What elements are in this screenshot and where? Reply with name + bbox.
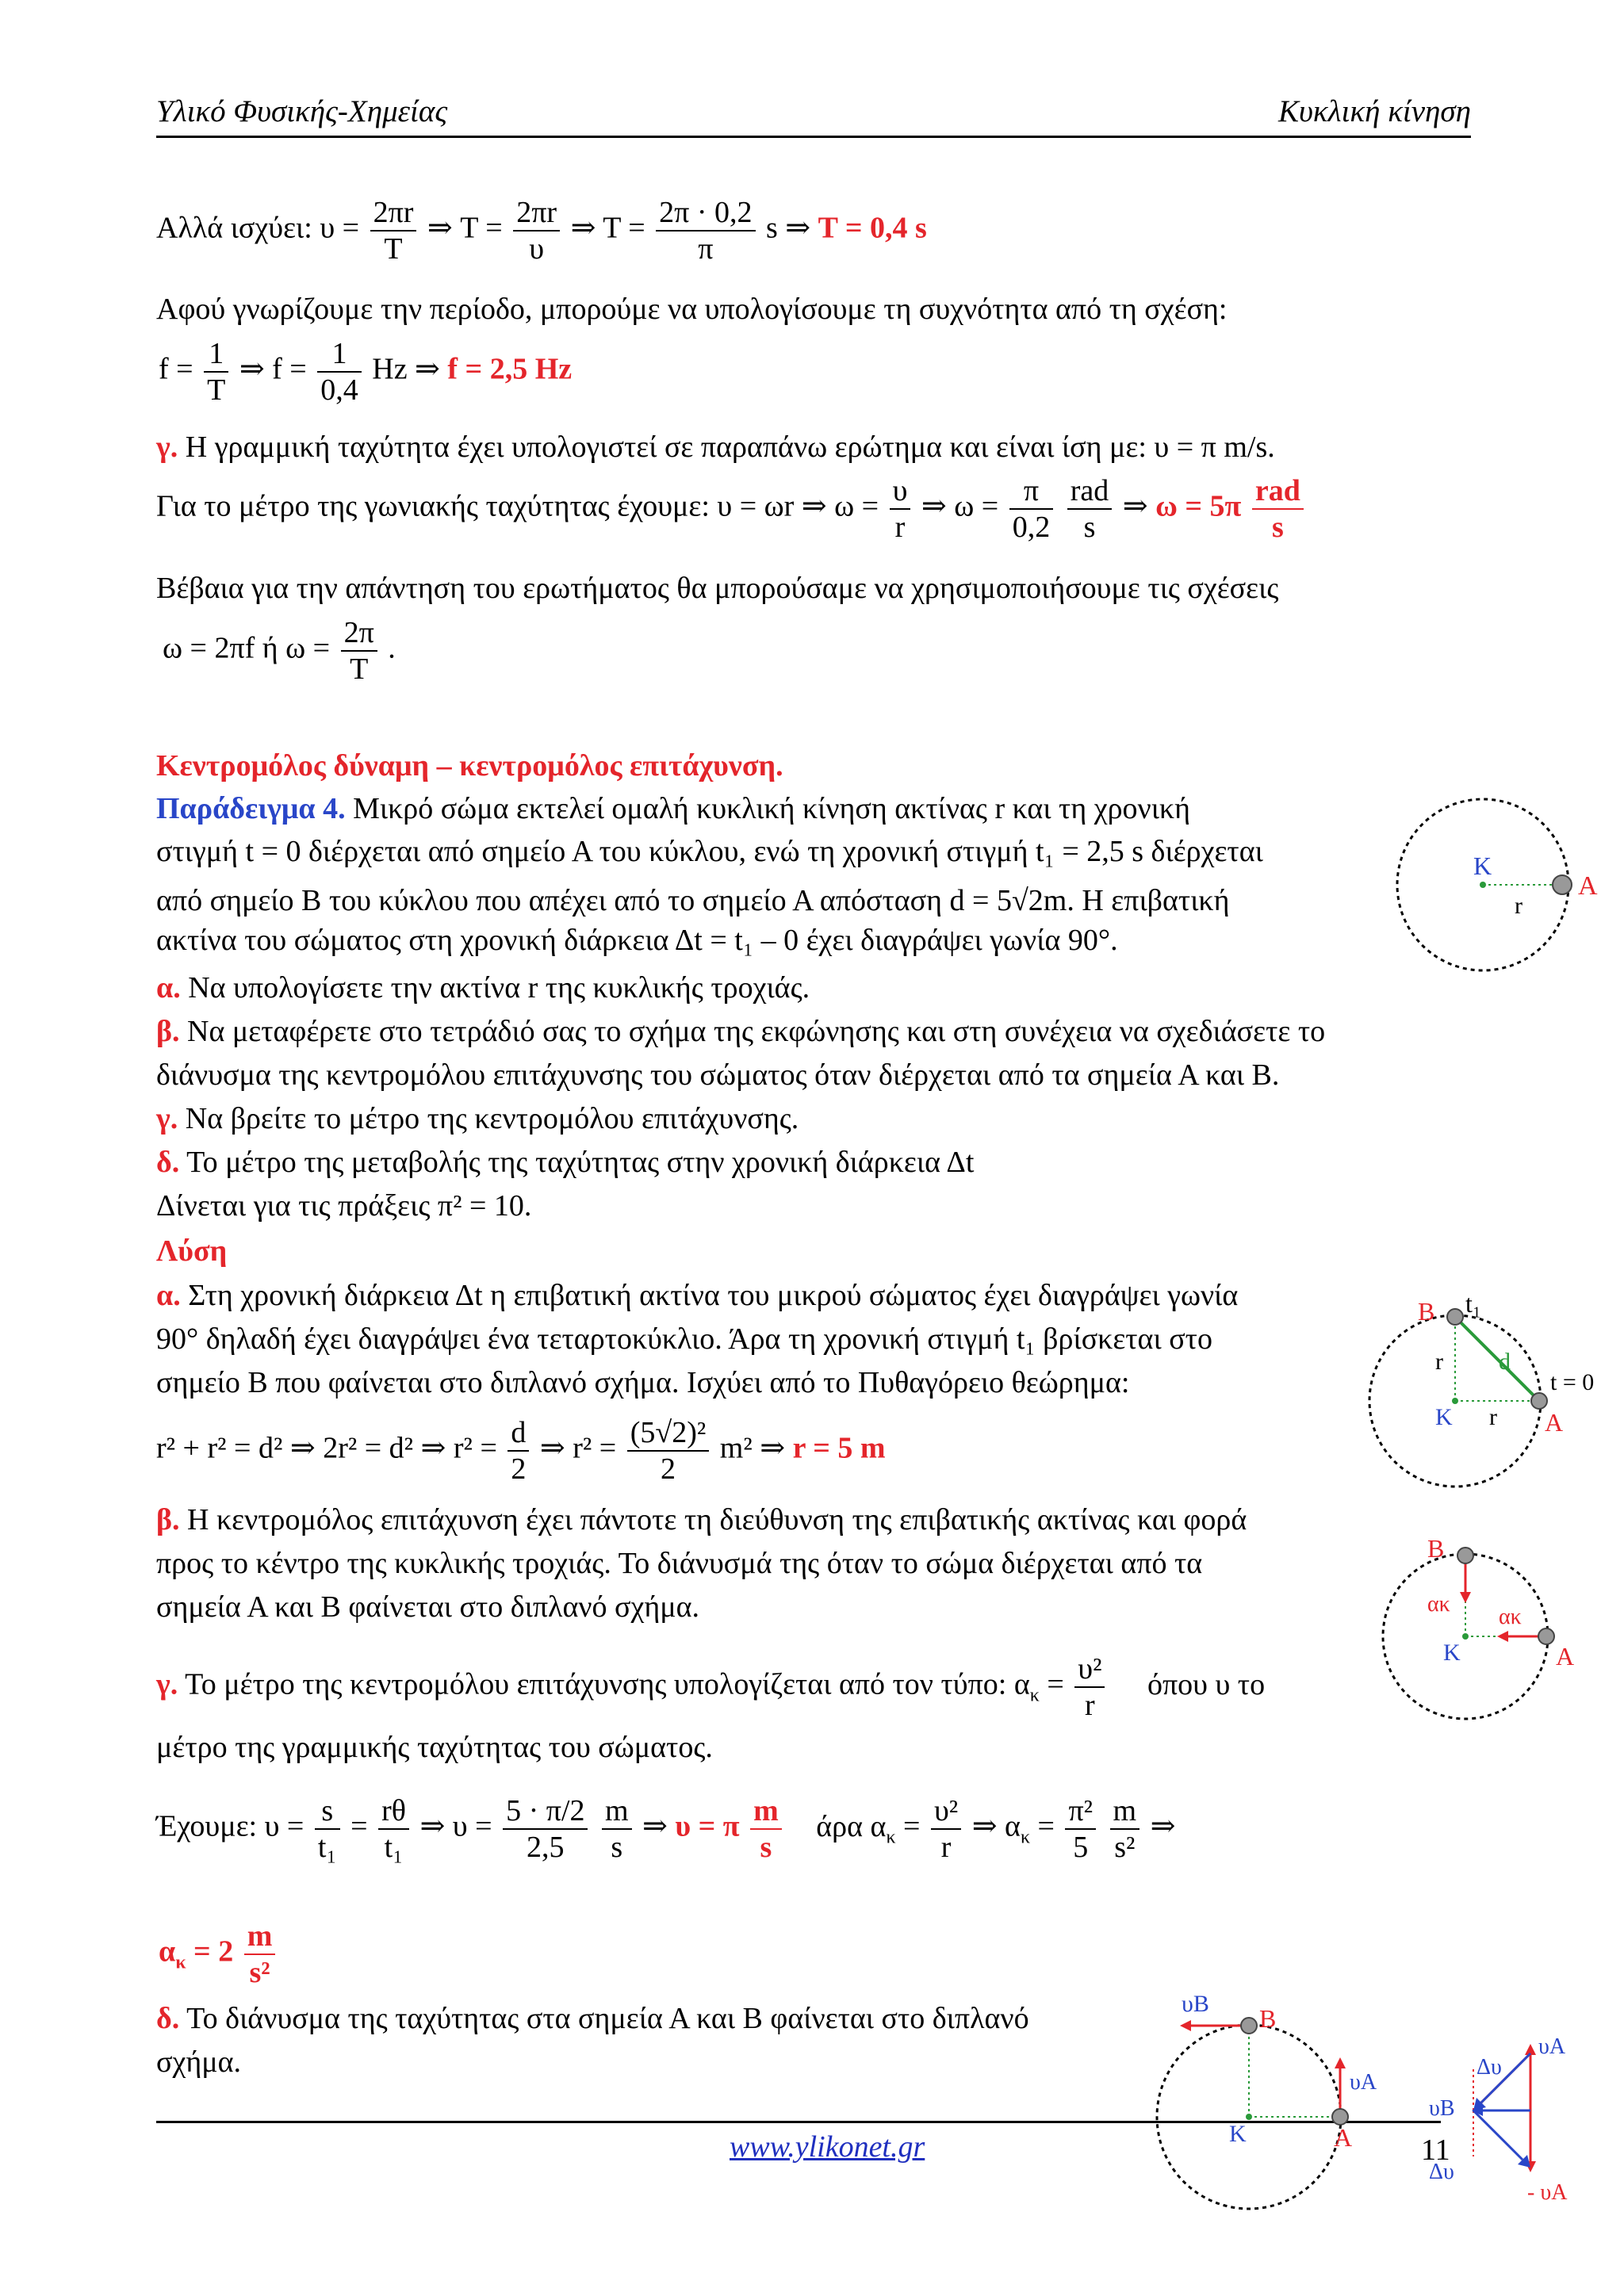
label-r-vert: r [1435,1349,1443,1375]
figure-circle-start [1388,793,1598,991]
question-g: γ. Να βρείτε το μέτρο της κεντρομόλου επιτάχυνσης. [156,1102,799,1135]
eq3-result: ω = 5π [1155,489,1242,523]
frac: $\frac{s}{\text{t₁}}$ [315,1793,340,1865]
solution-title: Λύση [156,1234,228,1268]
label-ak-a: ακ [1499,1605,1522,1629]
frac: $\frac{\text{υ²}}{r}$ [931,1793,961,1865]
header-rule [156,136,1471,138]
label-k: K [1443,1640,1461,1666]
label-d: d [1499,1349,1511,1375]
label-minus-va: - υA [1527,2180,1568,2205]
label-t1: t₁ [1465,1289,1482,1318]
footer-link[interactable]: www.ylikonet.gr [730,2130,925,2164]
part-g1-text: Η γραμμική ταχύτητα έχει υπολογιστεί σε παραπάνω ερώτημα και είναι ίση με: υ = π m/s. [185,430,1275,464]
frac: $\frac{m}{s}$ [750,1793,782,1865]
eq1-lead: Αλλά ισχύει: υ = [156,211,360,245]
example-line-2: στιγμή t = 0 διέρχεται από σημείο Α του κύκλου, ενώ τη χρονική στιγμή t₁ = 2,5 s διέρχεται [156,835,1263,868]
question-b-cont: διάνυσμα της κεντρομόλου επιτάχυνσης του σώματος όταν διέρχεται από τα σημεία Α και Β. [156,1058,1280,1092]
sol-a-line-3: σημείο Β που φαίνεται στο διπλανό σχήμα. Ισχύει από το Πυθαγόρειο θεώρημα: [156,1366,1130,1399]
page-number: 11 [1421,2133,1450,2167]
figure-velocity-change [1411,2022,1602,2204]
frac: $\frac{\text{rad}}{s}$ [1252,473,1304,545]
eq1-t3: s ⇒ [766,211,811,245]
sol-b-line-3: σημεία Α και Β φαίνεται στο διπλανό σχήμα. [156,1590,700,1624]
question-b: β. Να μεταφέρετε στο τετράδιό σας το σχήμα της εκφώνησης και στη συνέχεια να σχεδιάσετε το [156,1015,1326,1048]
eq5-result: r = 5 m [792,1431,886,1465]
text-period: Αφού γνωρίζουμε την περίοδο, μπορούμε να υπολογίσουμε τη συχνότητα από τη σχέση: [156,293,1228,326]
label-va: υA [1350,2070,1377,2095]
sol-a-line-1: α. Στη χρονική διάρκεια Δt η επιβατική ακτίνα του μικρού σώματος έχει διαγράψει γωνία [156,1279,1239,1312]
label-k: K [1229,2121,1247,2147]
label-k: K [1473,851,1492,880]
frac: $\frac{m}{\text{s²}}$ [1110,1793,1140,1865]
frac: $\frac{d}{2}$ [508,1415,529,1487]
equation-angular [156,473,1307,545]
label-b: B [1427,1534,1445,1563]
frac: $\frac{2\pi \cdot 0,2}{\pi}$ [656,195,755,266]
sol-g-line-1: γ. Το μέτρο της κεντρομόλου επιτάχυνσης υπολογίζεται από τον τύπο: $\alpha_\kappa$ = $\frac{\text{υ²}}{r}$ όπου υ το [156,1652,1266,1722]
question-d: δ. Το μέτρο της μεταβολής της ταχύτητας στην χρονική διάρκεια Δt [156,1146,975,1179]
label-r: r [1515,893,1522,919]
text-also: Βέβαια για την απάντηση του ερωτήματος θα μπορούσαμε να χρησιμοποιήσουμε τις σχέσεις [156,572,1279,605]
sol-a-line-2: 90° δηλαδή έχει διαγράψει ένα τεταρτοκύκλιο. Άρα τη χρονική στιγμή t₁ βρίσκεται στο [156,1322,1212,1356]
frac: $\frac{\upsilon}{r}$ [890,473,911,545]
label-r-horiz: r [1489,1404,1497,1430]
figure-quarter-circle [1372,1288,1602,1487]
frac: $\frac{\text{(5√2)²}}{2}$ [627,1415,710,1487]
header-right: Κυκλική κίνηση [1278,94,1471,128]
equation-radius [156,1415,886,1487]
figure-centripetal [1380,1530,1594,1728]
eq1-t1: ⇒ T = [427,211,503,245]
eq1-result: T = 0,4 s [818,211,927,245]
eq2-lead: f = [159,352,193,386]
label-b: B [1259,2004,1277,2033]
eq2-t2: Hz ⇒ [372,352,440,386]
eq3-t1: ⇒ ω = [921,489,999,523]
section-title: Κεντρομόλος δύναμη – κεντρομόλος επιτάχυνση. [156,749,783,783]
sol-b-line-1: β. Η κεντρομόλος επιτάχυνση έχει πάντοτε τη διεύθυνση της επιβατικής ακτίνας και φορά [156,1503,1247,1536]
label-k: K [1435,1404,1453,1430]
example-line-4: ακτίνα του σώματος στη χρονική διάρκεια Δt = t₁ – 0 έχει διαγράψει γωνία 90°. [156,924,1118,957]
part-g1-label: γ. [156,430,178,464]
frac: $\frac{\text{rad}}{s}$ [1067,473,1113,545]
eq4-lead: ω = 2πf ή ω = [163,631,331,665]
frac: $\frac{2\pi r}{\upsilon}$ [513,195,560,266]
eq3-lead: Για το μέτρο της γωνιακής ταχύτητας έχουμε: υ = ωr ⇒ ω = [156,489,879,523]
example-line-3: από σημείο Β του κύκλου που απέχει από το σημείο Α απόσταση d = 5√2m. Η επιβατική [156,884,1230,917]
equation-frequency [159,336,572,408]
label-b: B [1418,1297,1435,1326]
frac: $\frac{\text{π²}}{5}$ [1065,1793,1096,1865]
eq2-t1: ⇒ f = [239,352,307,386]
sol-d-line-2: σχήμα. [156,2045,242,2079]
eq5-t1: ⇒ r² = [539,1431,617,1465]
label-a: A [1545,1408,1564,1437]
part-g1 [156,425,1275,469]
eq5-lead: r² + r² = d² ⇒ 2r² = d² ⇒ r² = [156,1431,497,1465]
sol-b-line-2: προς το κέντρο της κυκλικής τροχιάς. Το διάνυσμά της όταν το σώμα διέρχεται από τα [156,1547,1203,1580]
frac: $\frac{5 \cdot \pi/2}{2,5}$ [503,1793,588,1865]
frac: $\frac{\pi}{0,2}$ [1009,473,1054,545]
label-vb: υB [1429,2096,1455,2121]
label-ak-b: ακ [1427,1592,1450,1617]
question-a: α. Να υπολογίσετε την ακτίνα r της κυκλικής τροχιάς. [156,971,810,1004]
eq1-t2: ⇒ T = [570,211,645,245]
eq2-result: f = 2,5 Hz [447,352,573,386]
figure-velocity [1158,1978,1411,2216]
label-va: υA [1538,2034,1566,2059]
example-line-1 [156,786,1190,831]
label-dv-bottom: Δυ [1429,2160,1454,2184]
frac: $\frac{\text{υ²}}{r}$ [1074,1651,1105,1723]
sol-g-line-2: μέτρο της γραμμικής ταχύτητας του σώματος. [156,1731,713,1764]
frac: $\frac{1}{T}$ [204,336,228,408]
label-t0: t = 0 [1550,1369,1595,1395]
header-left: Υλικό Φυσικής-Χημείας [156,94,448,128]
equation-omega [163,615,396,687]
eq3-t2: ⇒ [1122,489,1148,523]
label-dv-top: Δυ [1477,2055,1502,2080]
frac: $\frac{2\pi}{T}$ [341,615,377,687]
label-a: A [1556,1642,1575,1670]
label-a: A [1334,2123,1353,2152]
eq5-t2: m² ⇒ [719,1431,786,1465]
frac: $\frac{2\pi r}{T}$ [370,195,417,266]
eq4-tail: . [388,631,396,665]
frac: $\frac{r\theta}{\text{t₁}}$ [378,1793,409,1865]
equation-period [156,195,927,266]
label-vb: υB [1182,1991,1209,2017]
equation-velocity: Έχουμε: υ = $\frac{s}{\text{t₁}}$ = $\frac{r\theta}{\text{t₁}}$ ⇒ υ = $\frac{5 \cdot \pi/2}{2,5}$ $\frac{m}{s}$ ⇒ υ = π $\frac{m}{s}$ άρα $\alpha_\kappa$ = $\frac{\text{υ²}}{r}$ ⇒ $\alpha_\kappa$ = $\frac{\text{π²}}{5}$ $\frac{m}{\text{s²}}$ ⇒ [156,1794,1176,1864]
label-a: A [1578,871,1598,901]
frac: $\frac{m}{s}$ [602,1793,632,1865]
sol-d-line-1: δ. Το διάνυσμα της ταχύτητας στα σημεία Α και Β φαίνεται στο διπλανό [156,2002,1029,2035]
example-label: Παράδειγμα 4. [156,792,346,825]
frac: $\frac{m}{\text{s²}}$ [244,1919,276,1990]
frac: $\frac{1}{0,4}$ [317,336,362,408]
example-l1: Μικρό σώμα εκτελεί ομαλή κυκλική κίνηση ακτίνας r και τη χρονική [353,792,1190,825]
equation-accel-result: $\alpha_\kappa = 2$ $\frac{m}{\text{s²}}$ [159,1919,278,1990]
given: Δίνεται για τις πράξεις π² = 10. [156,1189,532,1223]
